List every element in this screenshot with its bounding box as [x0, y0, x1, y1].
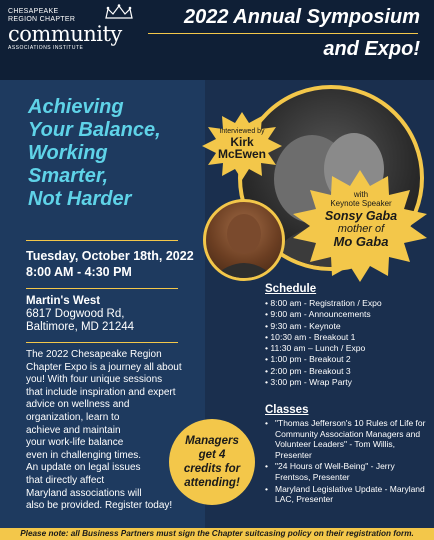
schedule-item: • 8:00 am - Registration / Expo: [265, 298, 382, 308]
credits-badge: [169, 419, 255, 505]
description-line: Maryland associations will: [26, 487, 142, 499]
description-line: you! With four unique sessions: [26, 374, 163, 386]
event-datetime: [26, 248, 194, 280]
classes-heading: Classes: [265, 404, 309, 416]
chapter-logo: [8, 8, 138, 58]
title-divider: [148, 33, 418, 34]
keynote-with: with: [353, 190, 369, 199]
divider-line: [26, 342, 178, 343]
headline-line: Smarter,: [28, 165, 109, 187]
footer-note: Please note: all Business Partners must sign the Chapter suitcasing policy on their registration form.: [0, 528, 434, 540]
badge-line: get 4: [198, 449, 226, 461]
crown-icon: [104, 4, 134, 20]
description-line: your work-life balance: [26, 437, 124, 449]
event-date: Tuesday, October 18th, 2022: [26, 249, 194, 263]
keynote-line-3: Mo Gaba: [333, 234, 389, 249]
title-line-2: and Expo!: [323, 38, 420, 60]
keynote-line-2: mother of: [337, 223, 385, 235]
headline-line: Your Balance,: [28, 119, 161, 141]
schedule-item: • 11:30 am – Lunch / Expo: [265, 343, 366, 354]
class-item: • Maryland Legislative Update - Maryland LAC, Presenter: [265, 484, 430, 505]
description-line: The 2022 Chesapeake Region: [26, 349, 162, 360]
description-line: that directly affect: [26, 474, 105, 486]
interviewer-photo: [203, 199, 285, 281]
classes-list: [265, 418, 430, 506]
person-icon: [206, 202, 282, 278]
venue-address-line-2: Baltimore, MD 21244: [26, 321, 135, 333]
venue-name: Martin's West: [26, 295, 101, 307]
schedule-item: • 3:00 pm - Wrap Party: [265, 377, 352, 388]
keynote-label-block: [318, 190, 404, 249]
schedule-heading: Schedule: [265, 283, 317, 295]
class-item: • "Thomas Jefferson's 10 Rules of Life for Community Association Managers and Volunteer Leaders" - Tom Willis, Presenter: [265, 418, 430, 460]
description-line: even in challenging times.: [26, 449, 142, 461]
description-line: advice on wellness and: [26, 399, 130, 411]
description-line: also be provided. Register today!: [26, 500, 173, 512]
logo-associations-institute: ASSOCIATIONS INSTITUTE: [8, 45, 84, 51]
headline-line: Not Harder: [28, 188, 132, 210]
interviewer-name-last: McEwen: [217, 147, 266, 161]
event-time: 8:00 AM - 4:30 PM: [26, 265, 132, 279]
description-line: An update on legal issues: [26, 462, 141, 474]
divider-line: [26, 240, 178, 241]
keynote-name: Sonsy Gaba: [324, 209, 398, 223]
headline-line: Achieving: [28, 96, 124, 118]
logo-region-chapter: REGION CHAPTER: [8, 16, 76, 23]
header: [0, 0, 434, 80]
logo-chesapeake: CHESAPEAKE: [8, 8, 59, 15]
schedule-item: • 10:30 am - Breakout 1: [265, 331, 356, 342]
logo-community: community: [8, 22, 122, 46]
headline: [28, 96, 208, 211]
schedule-item: • 9:00 am - Announcements: [265, 309, 371, 320]
class-item: • "24 Hours of Well-Being" - Jerry Frentsos, Presenter: [265, 461, 430, 482]
schedule-item: • 1:00 pm - Breakout 2: [265, 354, 351, 365]
event-description: [26, 349, 198, 513]
headline-line: Working: [28, 142, 108, 164]
keynote-label: Keynote Speaker: [330, 199, 392, 208]
divider-line: [26, 288, 178, 289]
schedule-list: [265, 298, 430, 388]
badge-line: Managers: [185, 435, 239, 447]
title-line-1: 2022 Annual Symposium: [184, 6, 420, 28]
schedule-item: • 9:30 am - Keynote: [265, 320, 341, 331]
interviewer-label-block: [207, 128, 277, 160]
description-line: achieve and maintain: [26, 424, 121, 436]
description-line: organization, learn to: [26, 411, 120, 423]
schedule-item: • 2:00 pm - Breakout 3: [265, 365, 351, 376]
description-line: that include inspiration and expert: [26, 386, 176, 398]
interviewer-label: Interviewed by: [219, 128, 265, 135]
event-venue: [26, 295, 134, 334]
badge-line: attending!: [184, 477, 240, 489]
venue-address-line-1: 6817 Dogwood Rd,: [26, 308, 125, 320]
badge-line: credits for: [183, 463, 241, 475]
interviewer-name-first: Kirk: [230, 135, 254, 149]
description-line: Chapter Expo is a journey all about: [26, 361, 182, 373]
